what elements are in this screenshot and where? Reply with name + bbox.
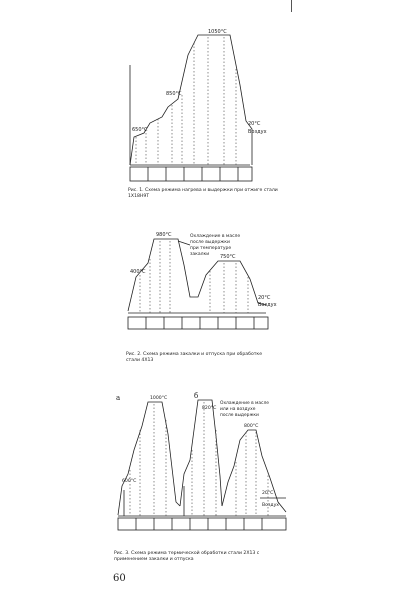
fig3-temp-4: 600°C <box>122 479 137 484</box>
fig3-legend-line-2: или на воздухе <box>220 407 256 412</box>
figure-3-caption: Рис. 3. Схема режима термической обработки стали 2Х13 с применением закалки и отпуска <box>114 551 261 562</box>
fig2-temp-2: 750°C <box>220 254 236 260</box>
fig3-legend-line-1: Охлаждение в масле <box>220 401 269 406</box>
fig3-note: Воздух <box>262 503 280 508</box>
figure-2-caption: Рис. 2. Схема режима закалки и отпуска при обработке стали 4Х13 <box>126 352 264 363</box>
page-edge-mark <box>291 0 292 12</box>
page-number: 60 <box>113 573 126 584</box>
fig1-temp-peak: 1050°C <box>208 29 227 35</box>
fig2-legend-line-4: закалки <box>190 252 210 257</box>
figure-1-svg <box>120 25 290 195</box>
fig3-label-a: а <box>116 394 121 402</box>
fig2-legend-line-1: Охлаждение в масле <box>190 234 241 239</box>
fig1-note: Воздух <box>248 129 267 135</box>
fig2-temp-4: 20°C <box>258 295 271 301</box>
figure-3-diagram <box>110 390 290 540</box>
fig3-label-b: б <box>194 392 199 400</box>
fig3-legend-line-3: после выдержки <box>220 413 259 418</box>
fig1-temp-low: 650°C <box>132 127 148 133</box>
figure-1-caption: Рис. 1. Схема режима нагрева и выдержки при отжиге стали 1Х18Н9Т <box>128 188 280 199</box>
fig2-note: Воздух <box>258 302 277 308</box>
figure-2-diagram <box>120 225 280 340</box>
fig2-legend-line-3: при температуре <box>190 246 232 251</box>
figure-2-svg <box>120 225 280 340</box>
fig3-temp-3: 800°C <box>244 424 259 429</box>
fig3-temp-2: 820°C <box>202 406 217 411</box>
fig1-temp-mid: 850°C <box>166 91 182 97</box>
fig2-temp-1: 980°C <box>156 232 172 238</box>
fig3-temp-1: 1000°C <box>150 396 168 401</box>
figure-3-svg <box>110 390 290 540</box>
fig1-temp-end: 20°C <box>248 121 261 127</box>
figure-1-diagram <box>120 25 290 195</box>
fig3-temp-5: 20°C <box>262 491 274 496</box>
fig2-legend-line-2: после выдержки <box>190 240 230 245</box>
fig2-temp-3: 400°C <box>130 269 146 275</box>
